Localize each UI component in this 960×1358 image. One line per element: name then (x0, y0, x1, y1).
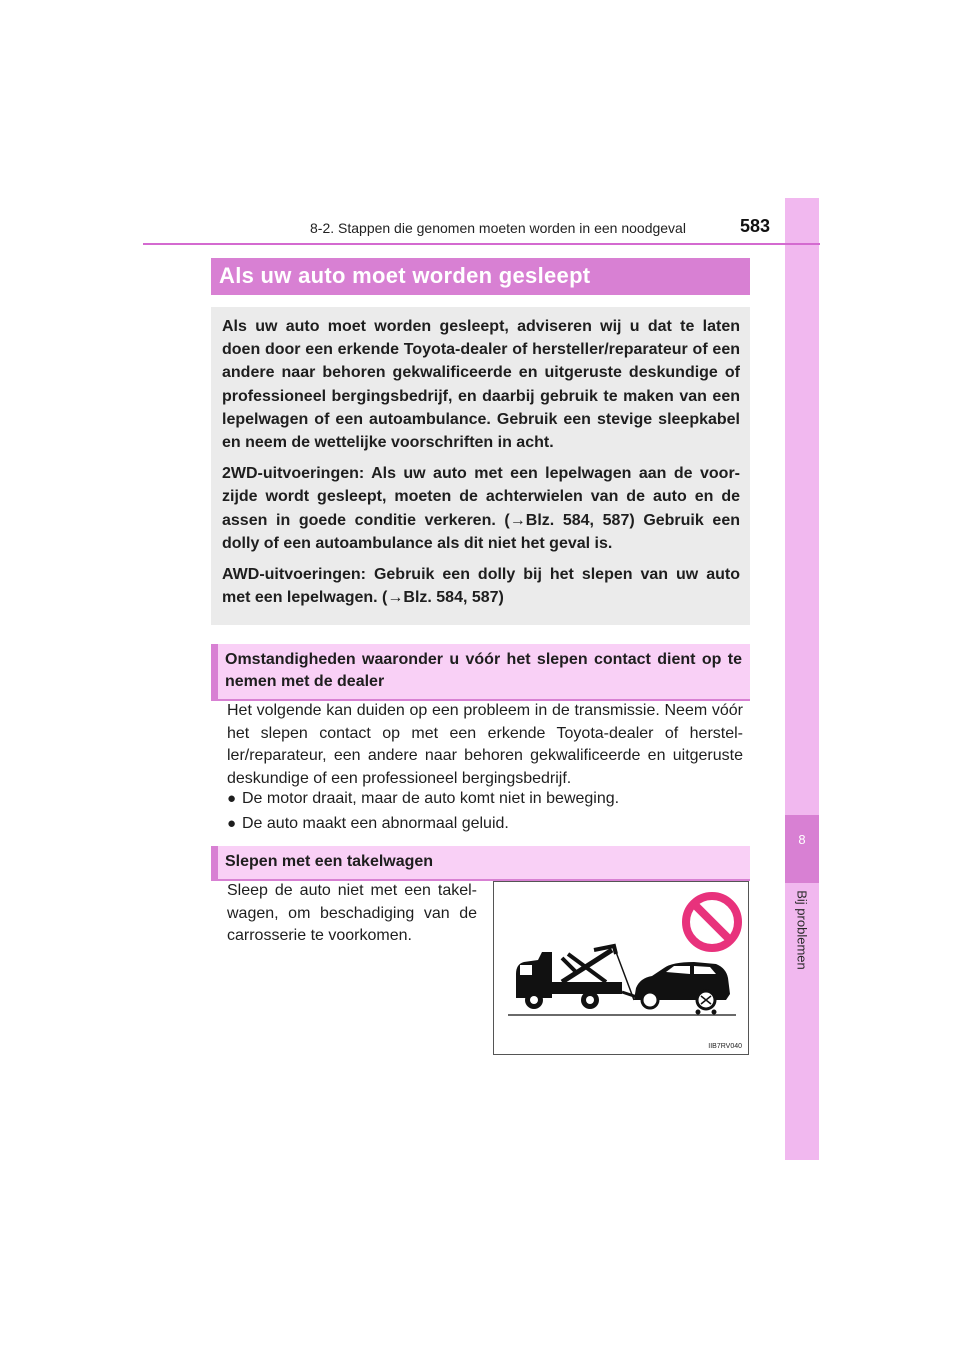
tow-truck-illustration (493, 881, 749, 1055)
intro-box (211, 307, 750, 625)
intro-paragraph: AWD-uitvoeringen: Gebruik een dolly bij het slepen van uw auto met een lepelwagen. (→Blz. 584, 587) (222, 566, 740, 607)
page-number: 583 (740, 216, 771, 236)
intro-paragraph: Als uw auto moet worden gesleept, adviseren wij u dat te laten doen door een erkende Toyota-dealer of hersteller/reparateur of een andere naar behoren gekwalificeerde en uitgeruste deskundige of professioneel bergingsbedrijf, en daarbij gebruik te maken van een lepelwagen of een autoambulance. Gebruik een stevige sleepkabel en neem de wettelijke voorschriften in acht. (222, 318, 740, 452)
illustration-code: IIB7RV040 (708, 1043, 742, 1050)
section-body-tow: Sleep de auto niet met een takelwagen, om beschadiging van de carrosserie te voorkomen. (227, 882, 477, 944)
car-icon (634, 962, 730, 1015)
page-title: Als uw auto moet worden gesleept (219, 263, 591, 288)
header-divider (143, 243, 820, 245)
tow-truck-icon (494, 882, 748, 1054)
chapter-tab-strip (785, 198, 819, 1160)
list-item (227, 788, 747, 810)
bullet-icon: ● (227, 790, 237, 807)
bullet-text: De motor draait, maar de auto komt niet in beweging. (242, 790, 620, 807)
section-heading-tow: Slepen met een takelwagen (211, 846, 750, 881)
list-item (227, 813, 747, 835)
section-breadcrumb: 8-2. Stappen die genomen moeten worden in een noodgeval (310, 220, 686, 236)
chapter-tab-marker (785, 815, 819, 883)
bullet-text: De auto maakt een abnormaal geluid. (242, 815, 509, 832)
section-heading-dealer: Omstandigheden waaronder u vóór het slepen contact dient op te nemen met de dealer (211, 644, 750, 701)
page-title-bar (211, 258, 750, 295)
section-body-dealer: Het volgende kan duiden op een probleem in de transmissie. Neem vóór het slepen contact op met een erkende Toyota-dealer of hersteller/reparateur, een andere naar behoren gekwalificeerde en uitgeruste deskundige of een professioneel bergingsbedrijf. (227, 702, 743, 787)
prohibition-icon (686, 896, 738, 948)
intro-paragraph: 2WD-uitvoeringen: Als uw auto met een lepelwagen aan de voorzijde wordt gesleept, moeten de achterwielen van de auto en de assen in goede conditie verkeren. (→Blz. 584, 587) Gebruik een dolly of een autoambulance als dit niet het geval is. (222, 465, 740, 552)
bullet-icon: ● (227, 815, 237, 832)
chapter-label: Bij problemen (794, 890, 810, 970)
chapter-number: 8 (798, 832, 806, 847)
